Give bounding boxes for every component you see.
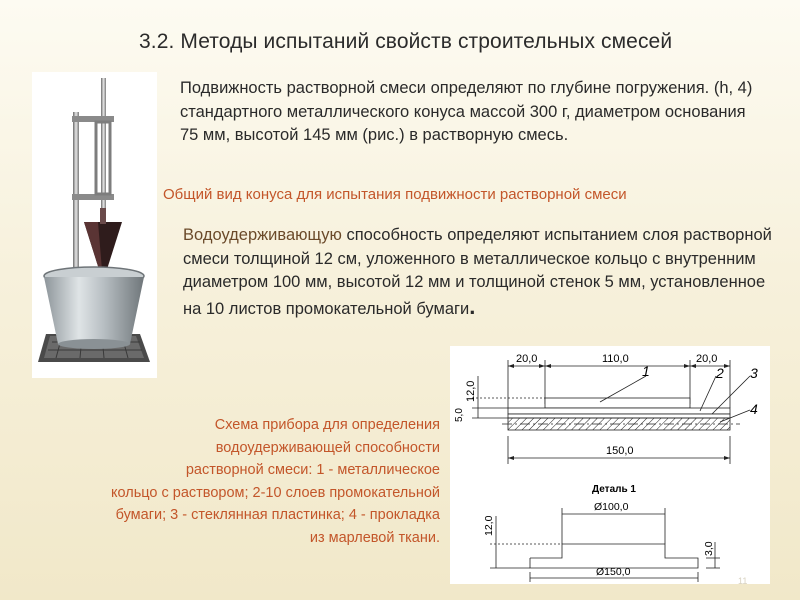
dim-top-right: 20,0 <box>696 353 718 365</box>
schematic-caption-line: растворной смеси: 1 - металлическое <box>185 462 440 478</box>
schematic-caption-line: Схема прибора для определения <box>214 417 440 433</box>
callout-4: 4 <box>750 401 758 417</box>
water-retention-text: способность определяют испытанием слоя растворной смеси толщиной 12 см, уложенного в металлическое кольцо с внутренним диаметром 100 мм, высотой 12 мм и толщиной стенок 5 мм, установленное на 10 листов промокательной бумаги <box>183 226 772 318</box>
detail-height: 12,0 <box>483 515 495 536</box>
schematic-caption-line: из марлевой ткани. <box>309 529 440 546</box>
schematic-caption <box>30 414 440 549</box>
dim-left-small: 5,0 <box>454 408 465 422</box>
mobility-paragraph: Подвижность растворной смеси определяют по глубине погружения. (h, 4) стандартного металлического конуса массой 300 г, диаметром основания 75 мм, высотой 145 мм (рис.) в растворную смесь. <box>180 79 753 144</box>
schematic-caption-line: бумаги; 3 - стеклянная пластинка; 4 - прокладка <box>115 507 440 523</box>
detail-inner-dia: Ø100,0 <box>594 501 629 513</box>
dim-bottom: 150,0 <box>606 445 634 457</box>
cone-apparatus-photo <box>32 72 157 378</box>
slide-number: 11 <box>738 576 748 586</box>
callout-1: 1 <box>642 363 650 379</box>
paragraph-end-dot: . <box>469 293 476 319</box>
cone-caption: Общий вид конуса для испытания подвижности растворной смеси <box>163 186 627 203</box>
device-schematic <box>450 346 770 584</box>
device-schematic-drawing <box>450 346 770 584</box>
callout-2: 2 <box>716 365 724 381</box>
schematic-caption-line: кольцо с раствором; 2-10 слоев промокательной <box>110 484 440 501</box>
dim-top-left: 20,0 <box>516 353 538 365</box>
detail-title: Деталь 1 <box>592 484 636 495</box>
slide-title: 3.2. Методы испытаний свойств строительных смесей <box>139 30 673 53</box>
water-retention-paragraph <box>183 224 783 321</box>
callout-3: 3 <box>750 365 758 381</box>
water-retention-term: Водоудерживающую <box>183 226 342 244</box>
cone-apparatus-illustration <box>32 72 157 378</box>
detail-outer-dia: Ø150,0 <box>596 566 631 578</box>
dim-top-mid: 110,0 <box>602 353 629 365</box>
detail-flange: 3,0 <box>703 541 715 556</box>
schematic-caption-line: водоудерживающей способности <box>215 439 440 456</box>
dim-left-height: 12,0 <box>465 380 477 402</box>
